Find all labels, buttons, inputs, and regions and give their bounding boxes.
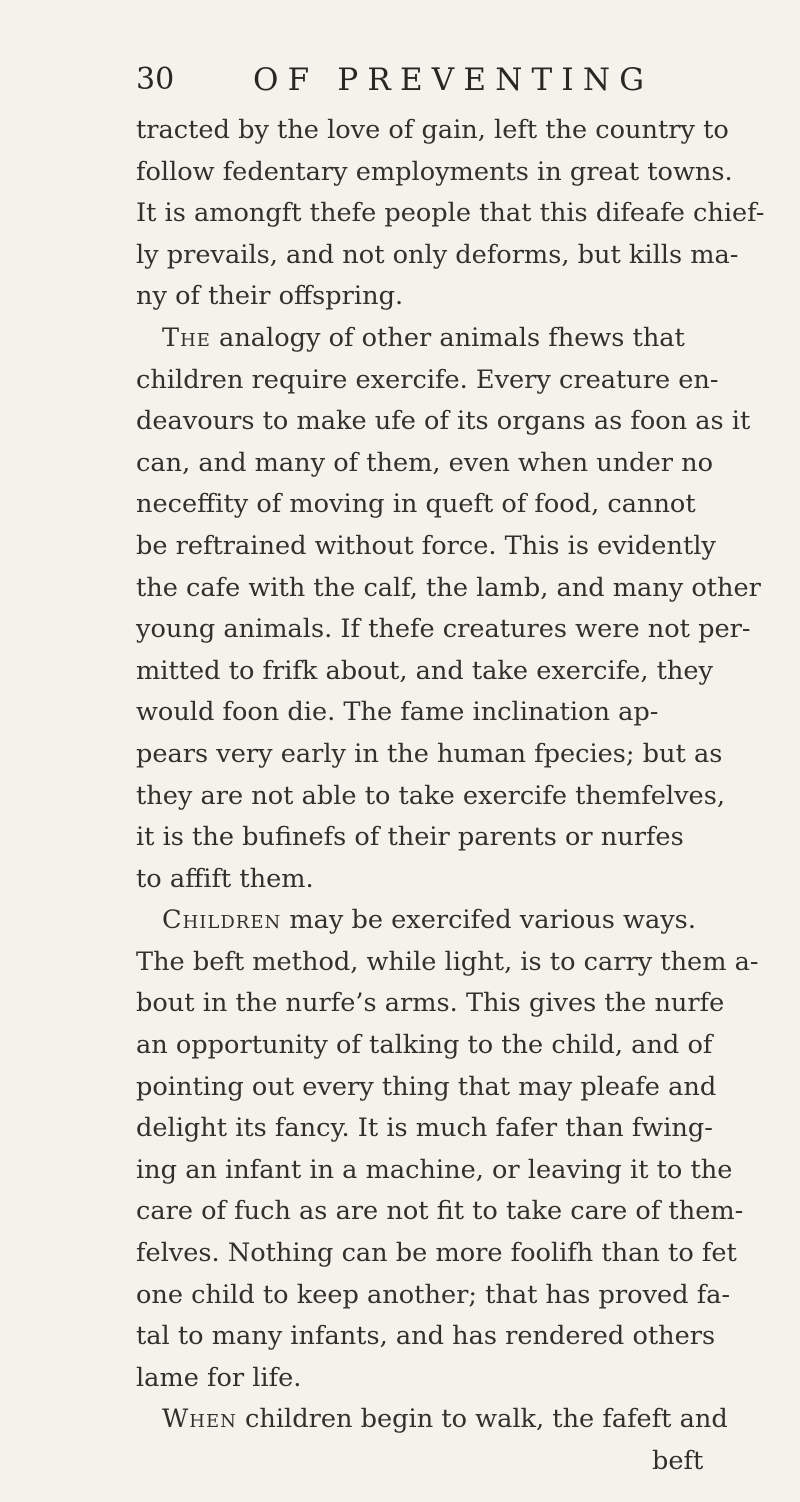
- text-line: tracted by the love of gain, left the country to: [136, 115, 729, 145]
- text-line-first: [136, 900, 796, 942]
- text-line: The beft method, while light, is to carry them a-: [136, 946, 759, 977]
- text-line-rest: children begin to walk, the fafeft and: [236, 1404, 728, 1435]
- text-line: children require exercife. Every creature en-: [136, 364, 719, 395]
- paragraph-lead-word: The: [162, 322, 211, 353]
- text-line: the cafe with the calf, the lamb, and many other: [136, 572, 761, 603]
- text-line: ny of their offspring.: [136, 281, 404, 312]
- text-line: felves. Nothing can be more foolifh than to fet: [136, 1238, 737, 1269]
- text-line: be reftrained without force. This is evidently: [136, 530, 716, 561]
- text-line: pears very early in the human fpecies; but as: [136, 738, 723, 769]
- text-line: they are not able to take exercife themfelves,: [136, 780, 725, 811]
- text-line: follow fedentary employments in great towns.: [136, 156, 733, 187]
- text-line: tal to many infants, and has rendered others: [136, 1321, 716, 1352]
- page-header: [136, 62, 736, 102]
- page-number: 30: [136, 62, 175, 97]
- text-line: one child to keep another; that has proved fa-: [136, 1279, 731, 1310]
- body-text: [136, 110, 796, 1483]
- paragraph: [136, 318, 796, 900]
- text-line: It is amongft thefe people that this difeafe chief-: [136, 198, 765, 229]
- catchword: beft: [652, 1446, 704, 1476]
- text-line: deavours to make ufe of its organs as foon as it: [136, 406, 751, 437]
- paragraph: [136, 1399, 796, 1441]
- text-line: lame for life.: [136, 1362, 302, 1393]
- text-line: delight its fancy. It is much fafer than fwing-: [136, 1113, 713, 1144]
- paragraph: [136, 110, 796, 318]
- text-line: young animals. If thefe creatures were not per-: [136, 614, 751, 645]
- text-line: pointing out every thing that may pleafe and: [136, 1071, 717, 1102]
- text-line-first: [136, 318, 796, 360]
- running-head: OF PREVENTING: [253, 62, 654, 98]
- paragraph: [136, 900, 796, 1399]
- text-line: ly prevails, and not only deforms, but kills ma-: [136, 239, 739, 270]
- text-line: to affift them.: [136, 863, 314, 894]
- text-line-first: [136, 1399, 796, 1441]
- paragraph-lead-word: When: [162, 1404, 237, 1435]
- text-line: mitted to frifk about, and take exercife, they: [136, 655, 713, 686]
- text-line: it is the bufinefs of their parents or nurfes: [136, 822, 684, 853]
- text-line: an opportunity of talking to the child, and of: [136, 1030, 713, 1061]
- text-line: neceffity of moving in queft of food, cannot: [136, 489, 696, 520]
- text-line: can, and many of them, even when under no: [136, 447, 713, 478]
- text-line: ing an infant in a machine, or leaving it to the: [136, 1154, 733, 1185]
- text-line: care of fuch as are not fit to take care of them-: [136, 1196, 744, 1227]
- paragraph-lead-word: Children: [162, 905, 282, 936]
- text-line: bout in the nurfe’s arms. This gives the nurfe: [136, 988, 725, 1019]
- text-line: would foon die. The fame inclination ap-: [136, 697, 659, 728]
- text-line-rest: analogy of other animals fhews that: [210, 322, 685, 353]
- text-line-rest: may be exercifed various ways.: [281, 905, 696, 936]
